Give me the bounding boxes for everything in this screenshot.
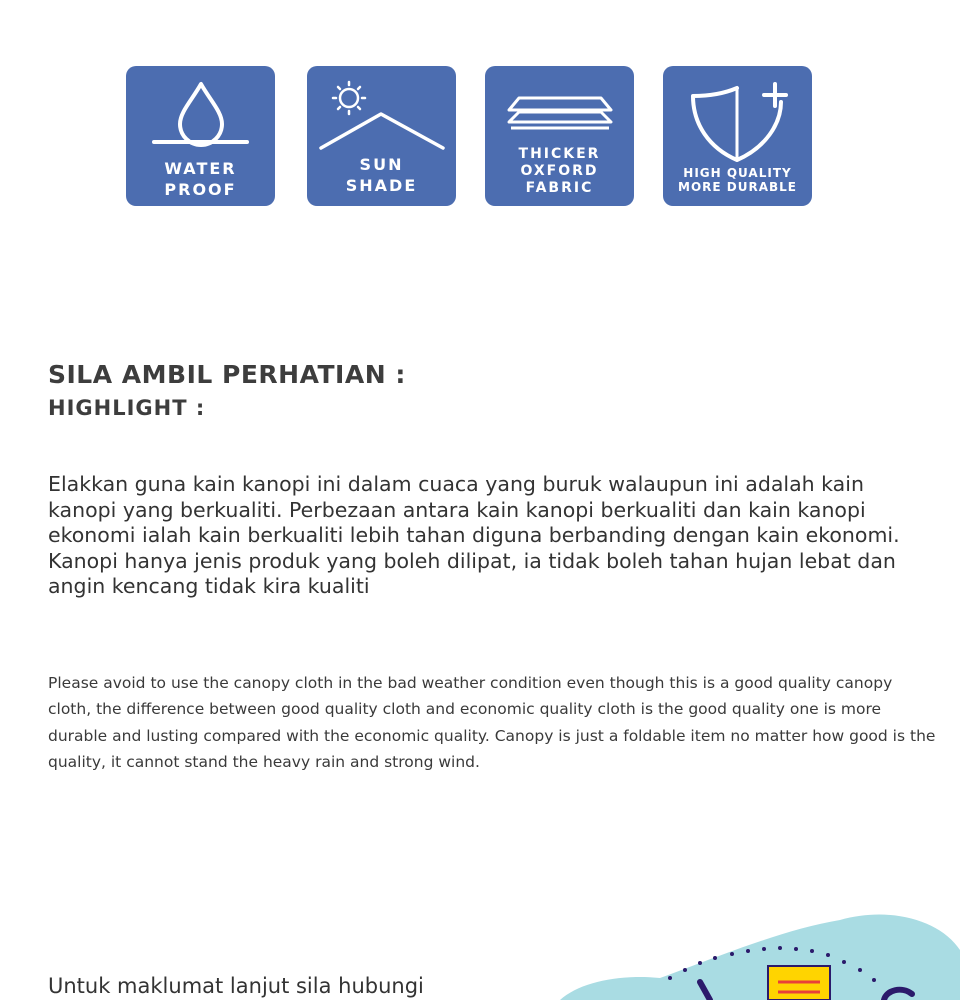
water-drop-icon [126, 66, 275, 156]
sun-roof-icon [307, 66, 456, 156]
shield-plus-icon [663, 66, 812, 166]
note-icon [768, 966, 830, 1000]
feature-label: HIGH QUALITY MORE DURABLE [678, 166, 797, 194]
feature-label: WATER PROOF [164, 159, 237, 199]
feature-label: THICKER OXFORD FABRIC [518, 146, 601, 196]
feature-card-oxford-fabric [485, 66, 634, 206]
notice-paragraph-malay: Elakkan guna kain kanopi ini dalam cuaca yang buruk walaupun ini adalah kain kanopi yang berkualiti. Perbezaan antara kain kanopi berkualiti dan kain kanopi ekonomi ialah kain berkualiti lebih tahan diguna berbanding dengan kain ekonomi. Kanopi hanya jenis produk yang boleh dilipat, ia tidak boleh tahan hujan lebat dan angin kencang tidak kira kualiti [48, 472, 900, 598]
feature-card-sunshade [307, 66, 456, 206]
fabric-layers-icon [485, 66, 634, 146]
contact-illustration [540, 890, 960, 1000]
feature-card-high-quality [663, 66, 812, 206]
notice-subheading: HIGHLIGHT : [48, 396, 206, 420]
feature-card-waterproof [126, 66, 275, 206]
notice-paragraph-english: Please avoid to use the canopy cloth in the bad weather condition even though this is a good quality canopy cloth, the difference between good quality cloth and economic quality cloth is the good quality one is more durable and lusting compared with the economic quality. Canopy is just a foldable item no matter how good is the quality, it cannot stand the heavy rain and strong wind. [48, 674, 936, 771]
notice-heading: SILA AMBIL PERHATIAN : [48, 360, 406, 389]
feature-label: SUN SHADE [345, 155, 418, 195]
contact-prompt: Untuk maklumat lanjut sila hubungi [48, 974, 424, 998]
feature-icons-row [126, 66, 826, 206]
